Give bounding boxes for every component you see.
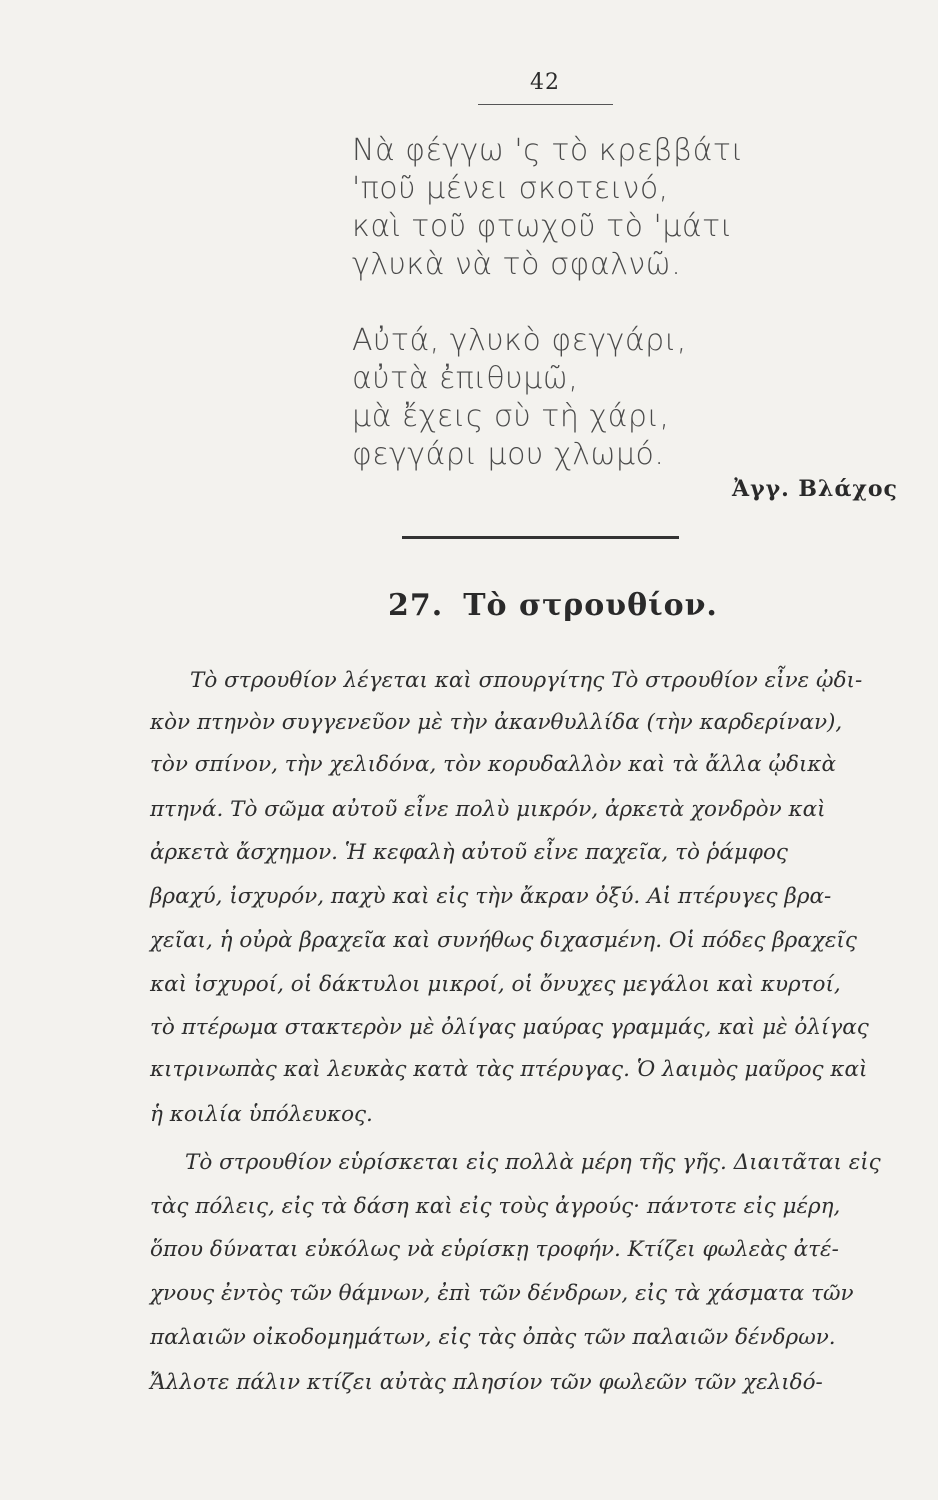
prose-line: Ἄλλοτε πάλιν κτίζει αὐτὰς πλησίον τῶν φωλεῶν τῶν χελιδό- (150, 1370, 823, 1395)
prose-line: τὰς πόλεις, εἰς τὰ δάση καὶ εἰς τοὺς ἀγρούς· πάντοτε εἰς μέρη, (150, 1194, 841, 1219)
page-number: 42 (530, 70, 560, 95)
prose-line: πτηνά. Τὸ σῶμα αὐτοῦ εἶνε πολὺ μικρόν, ἀρκετὰ χονδρὸν καὶ (150, 797, 826, 822)
prose-line: χνους ἐντὸς τῶν θάμνων, ἐπὶ τῶν δένδρων, εἰς τὰ χάσματα τῶν (150, 1281, 854, 1306)
prose-line: κιτρινωπὰς καὶ λευκὰς κατὰ τὰς πτέρυγας. Ὁ λαιμὸς μαῦρος καὶ (150, 1057, 868, 1082)
poem-line: 'ποῦ μένει σκοτεινό, (352, 171, 669, 206)
poem-line: αὐτὰ ἐπιθυμῶ, (352, 361, 579, 396)
prose-line: ὅπου δύναται εὐκόλως νὰ εὑρίσκῃ τροφήν. Κτίζει φωλεὰς ἀτέ- (150, 1237, 839, 1262)
section-title: Τὸ στρουθίον. (463, 588, 718, 623)
prose-line: τὸν σπίνον, τὴν χελιδόνα, τὸν κορυδαλλὸν καὶ τὰ ἄλλα ᾠδικὰ (150, 752, 837, 777)
prose-line: κὸν πτηνὸν συγγενεῦον μὲ τὴν ἀκανθυλλίδα (τὴν καρδερίναν), (150, 710, 843, 735)
poem-line: Αὐτά, γλυκὸ φεγγάρι, (352, 323, 687, 358)
poem-author: Ἀγγ. Βλάχος (732, 476, 898, 502)
poem-line: καὶ τοῦ φτωχοῦ τὸ 'μάτι (352, 209, 733, 244)
poem-line: γλυκὰ νὰ τὸ σφαλνῶ. (352, 247, 682, 282)
prose-line: παλαιῶν οἰκοδομημάτων, εἰς τὰς ὀπὰς τῶν παλαιῶν δένδρων. (150, 1325, 836, 1350)
poem-line: φεγγάρι μου χλωμό. (352, 437, 665, 472)
prose-line: ἡ κοιλία ὑπόλευκος. (150, 1102, 373, 1127)
section-number: 27. (388, 588, 444, 623)
prose-line: Τὸ στρουθίον εὑρίσκεται εἰς πολλὰ μέρη τῆς γῆς. Διαιτᾶται εἰς (185, 1150, 881, 1175)
prose-line: βραχύ, ἰσχυρόν, παχὺ καὶ εἰς τὴν ἄκραν ὀξύ. Αἱ πτέρυγες βρα- (150, 884, 832, 909)
prose-line: τὸ πτέρωμα στακτερὸν μὲ ὀλίγας μαύρας γραμμάς, καὶ μὲ ὀλίγας (150, 1015, 869, 1040)
prose-line: ἀρκετὰ ἄσχημον. Ἡ κεφαλὴ αὐτοῦ εἶνε παχεῖα, τὸ ῥάμφος (150, 840, 788, 865)
prose-line: καὶ ἰσχυροί, οἱ δάκτυλοι μικροί, οἱ ὄνυχες μεγάλοι καὶ κυρτοί, (150, 972, 841, 997)
prose-line: Τὸ στρουθίον λέγεται καὶ σπουργίτης Τὸ στρουθίον εἶνε ᾠδι- (190, 668, 863, 693)
poem-line: μὰ ἔχεις σὺ τὴ χάρι, (352, 399, 670, 434)
prose-line: χεῖαι, ἡ οὐρὰ βραχεῖα καὶ συνήθως διχασμένη. Οἱ πόδες βραχεῖς (150, 928, 857, 953)
poem-line: Νὰ φέγγω 'ς τὸ κρεββάτι (352, 133, 744, 168)
